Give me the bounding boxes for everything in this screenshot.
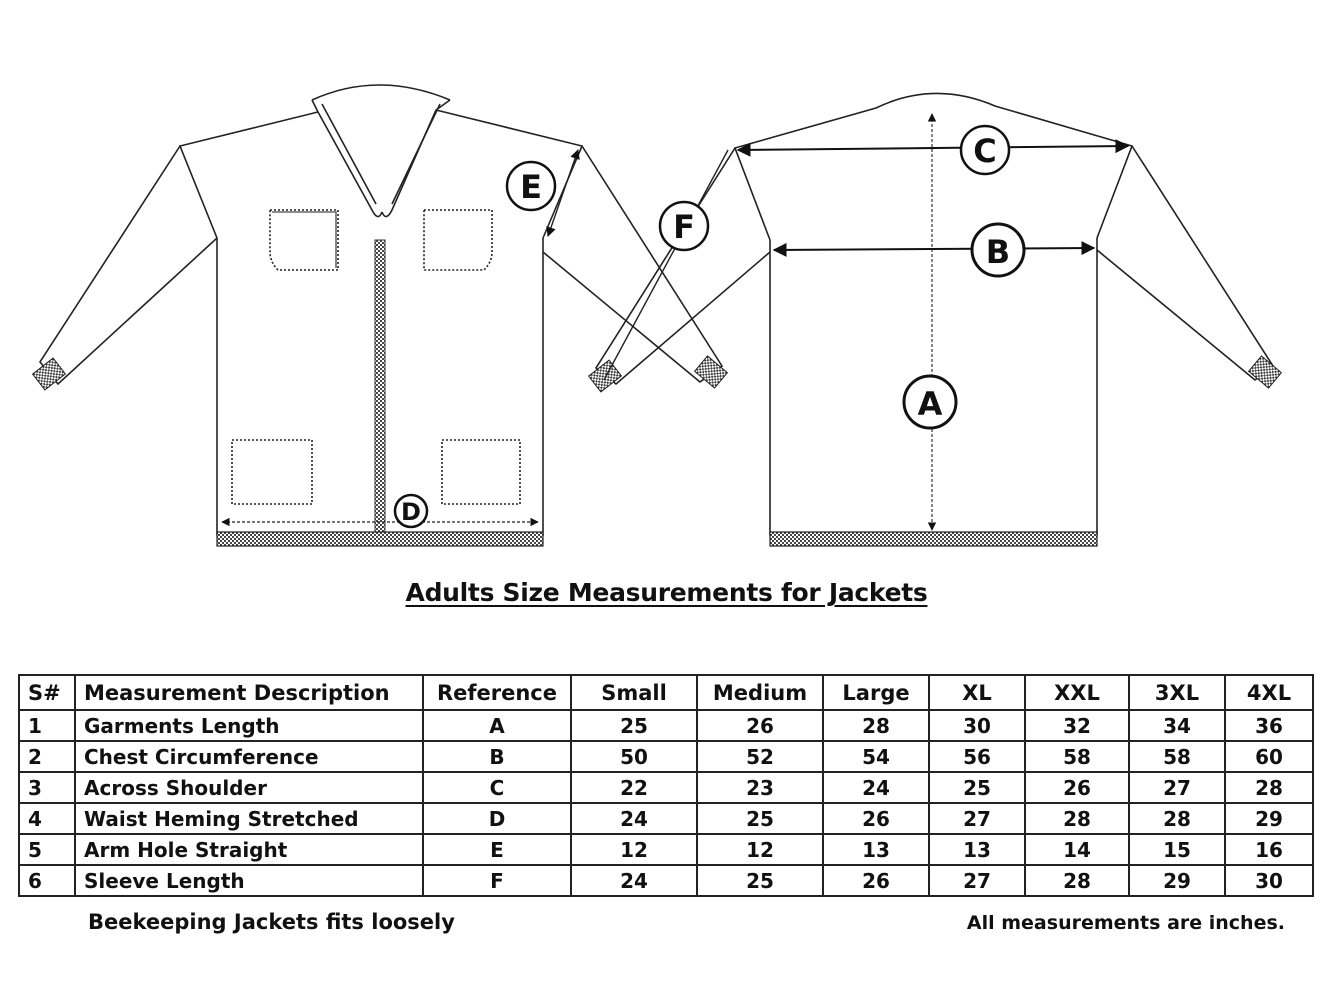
right-cuff <box>695 356 728 388</box>
cell-xl: 25 <box>929 772 1025 803</box>
cell-small: 24 <box>571 865 697 896</box>
cell-description: Waist Heming Stretched <box>75 803 423 834</box>
header-4xl: 4XL <box>1225 675 1313 710</box>
cell-medium: 25 <box>697 865 823 896</box>
cell-3xl: 29 <box>1129 865 1225 896</box>
fit-note: Beekeeping Jackets fits loosely <box>88 910 455 934</box>
cell-xxl: 26 <box>1025 772 1129 803</box>
cell-xl: 30 <box>929 710 1025 741</box>
table-row <box>19 741 1313 772</box>
cell-small: 24 <box>571 803 697 834</box>
label-d: D <box>401 498 421 526</box>
back-right-cuff <box>1249 356 1282 388</box>
cell-description: Sleeve Length <box>75 865 423 896</box>
table-row <box>19 710 1313 741</box>
table-row <box>19 865 1313 896</box>
table-header-row <box>19 675 1313 710</box>
table-row <box>19 834 1313 865</box>
label-b: B <box>985 233 1011 271</box>
size-table <box>18 674 1314 897</box>
back-left-cuff <box>589 360 622 392</box>
header-xxl: XXL <box>1025 675 1129 710</box>
label-f: F <box>673 208 695 246</box>
units-note: All measurements are inches. <box>966 912 1285 934</box>
cell-large: 26 <box>823 865 929 896</box>
cell-sn: 3 <box>19 772 75 803</box>
cell-medium: 52 <box>697 741 823 772</box>
cell-small: 25 <box>571 710 697 741</box>
cell-sn: 2 <box>19 741 75 772</box>
zipper <box>375 240 385 535</box>
header-sn: S# <box>19 675 75 710</box>
header-small: Small <box>571 675 697 710</box>
cell-3xl: 15 <box>1129 834 1225 865</box>
cell-medium: 23 <box>697 772 823 803</box>
cell-sn: 4 <box>19 803 75 834</box>
cell-description: Chest Circumference <box>75 741 423 772</box>
cell-description: Across Shoulder <box>75 772 423 803</box>
header-description: Measurement Description <box>75 675 423 710</box>
cell-reference: D <box>423 803 571 834</box>
cell-large: 54 <box>823 741 929 772</box>
cell-medium: 26 <box>697 710 823 741</box>
cell-xl: 56 <box>929 741 1025 772</box>
cell-small: 50 <box>571 741 697 772</box>
cell-xxl: 28 <box>1025 865 1129 896</box>
front-waistband <box>217 532 543 546</box>
cell-3xl: 58 <box>1129 741 1225 772</box>
cell-sn: 5 <box>19 834 75 865</box>
label-c: C <box>973 132 997 170</box>
cell-sn: 6 <box>19 865 75 896</box>
cell-xl: 27 <box>929 803 1025 834</box>
cell-xl: 27 <box>929 865 1025 896</box>
cell-reference: B <box>423 741 571 772</box>
cell-3xl: 34 <box>1129 710 1225 741</box>
cell-large: 24 <box>823 772 929 803</box>
cell-small: 22 <box>571 772 697 803</box>
cell-sn: 1 <box>19 710 75 741</box>
cell-xxl: 14 <box>1025 834 1129 865</box>
cell-4xl: 60 <box>1225 741 1313 772</box>
label-e: E <box>520 168 542 206</box>
cell-reference: A <box>423 710 571 741</box>
cell-xl: 13 <box>929 834 1025 865</box>
cell-reference: E <box>423 834 571 865</box>
measure-b-line <box>774 248 1094 250</box>
header-reference: Reference <box>423 675 571 710</box>
cell-4xl: 16 <box>1225 834 1313 865</box>
cell-large: 28 <box>823 710 929 741</box>
cell-4xl: 29 <box>1225 803 1313 834</box>
label-a: A <box>917 385 943 423</box>
measure-c-line <box>738 146 1128 150</box>
cell-xxl: 58 <box>1025 741 1129 772</box>
header-large: Large <box>823 675 929 710</box>
page-title: Adults Size Measurements for Jackets <box>405 578 928 607</box>
back-waistband <box>770 532 1097 546</box>
cell-small: 12 <box>571 834 697 865</box>
left-cuff <box>33 358 66 390</box>
cell-xxl: 32 <box>1025 710 1129 741</box>
cell-reference: F <box>423 865 571 896</box>
header-3xl: 3XL <box>1129 675 1225 710</box>
cell-description: Arm Hole Straight <box>75 834 423 865</box>
cell-medium: 12 <box>697 834 823 865</box>
cell-large: 13 <box>823 834 929 865</box>
cell-4xl: 36 <box>1225 710 1313 741</box>
cell-medium: 25 <box>697 803 823 834</box>
back-jacket-drawing <box>596 93 1273 535</box>
table-row <box>19 772 1313 803</box>
cell-4xl: 28 <box>1225 772 1313 803</box>
header-medium: Medium <box>697 675 823 710</box>
header-xl: XL <box>929 675 1025 710</box>
cell-large: 26 <box>823 803 929 834</box>
cell-4xl: 30 <box>1225 865 1313 896</box>
table-row <box>19 803 1313 834</box>
cell-3xl: 28 <box>1129 803 1225 834</box>
cell-xxl: 28 <box>1025 803 1129 834</box>
cell-3xl: 27 <box>1129 772 1225 803</box>
cell-description: Garments Length <box>75 710 423 741</box>
cell-reference: C <box>423 772 571 803</box>
